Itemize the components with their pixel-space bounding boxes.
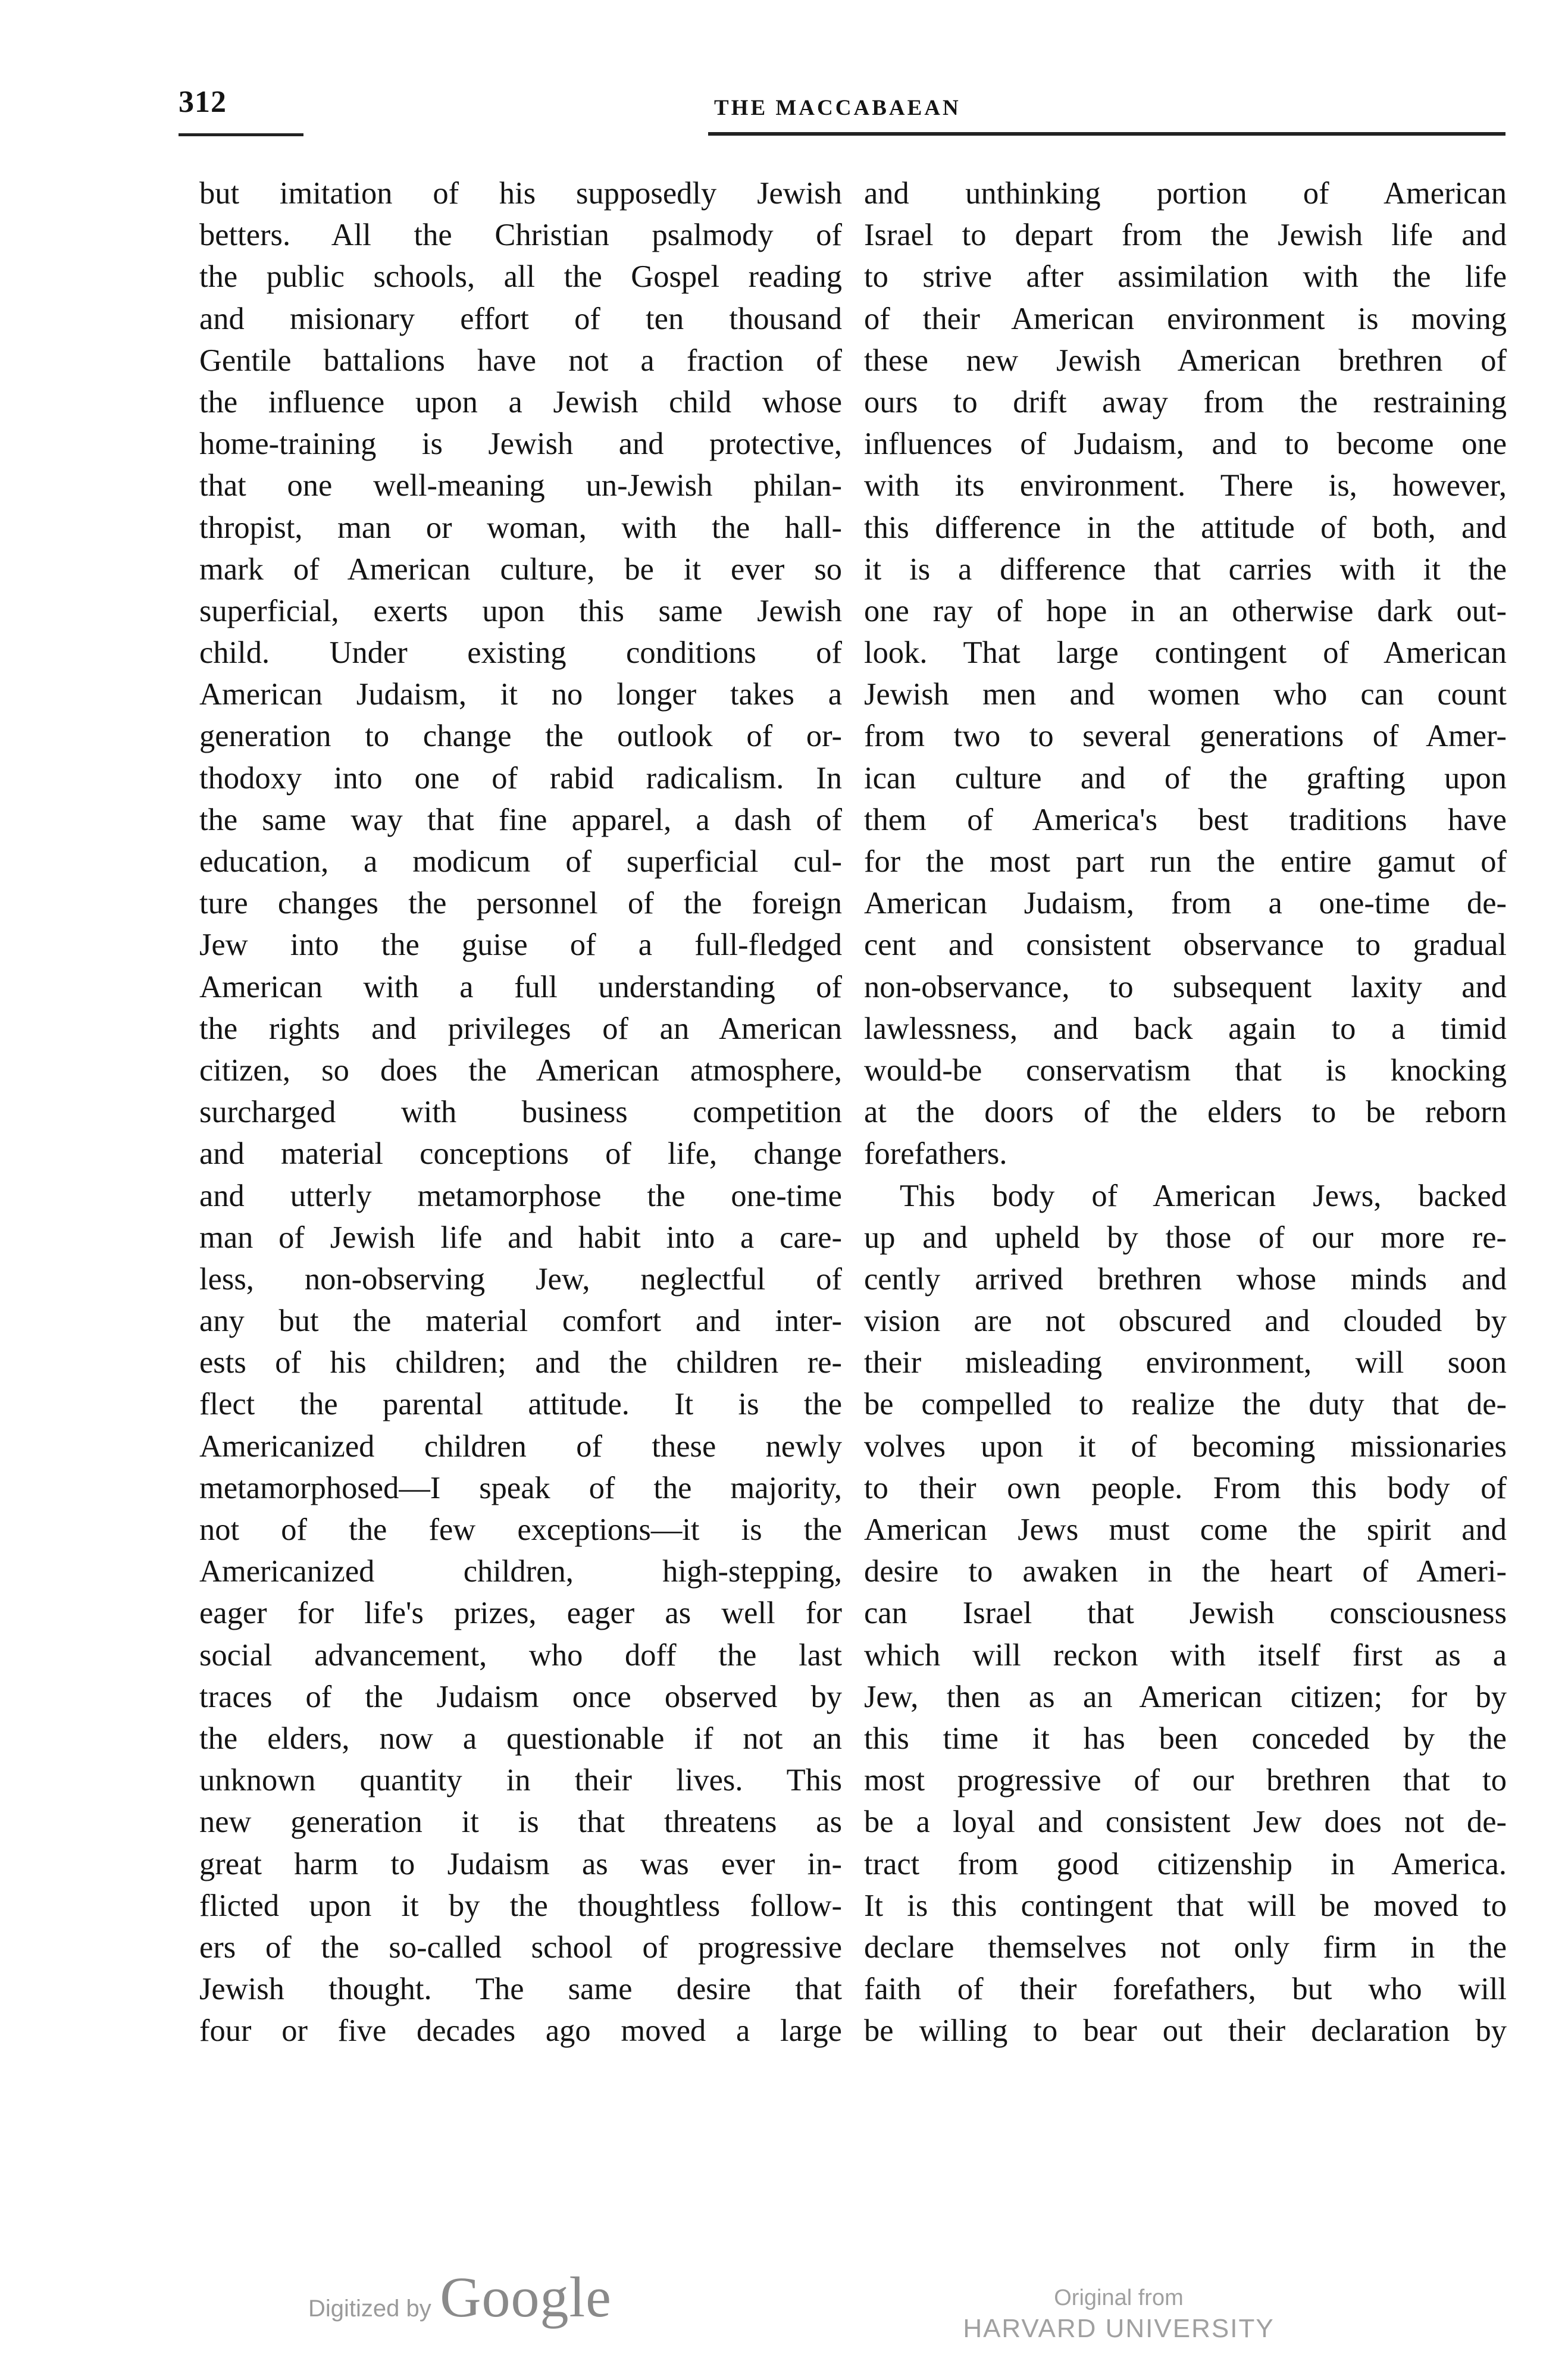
text-line: ture changes the personnel of the foreign [199, 886, 842, 921]
text-line: Israel to depart from the Jewish life and [864, 218, 1507, 253]
text-line: American Judaism, it no longer takes a [199, 677, 842, 712]
text-line: faith of their forefathers, but who will [864, 1972, 1507, 2007]
text-line: education, a modicum of superficial cul- [199, 844, 842, 879]
text-line: volves upon it of becoming missionaries [864, 1429, 1507, 1464]
text-line: be a loyal and consistent Jew does not de- [864, 1805, 1507, 1840]
text-line: most progressive of our brethren that to [864, 1763, 1507, 1798]
original-source-watermark [952, 2284, 1285, 2345]
text-line: desire to awaken in the heart of Ameri- [864, 1554, 1507, 1589]
text-line: at the doors of the elders to be reborn [864, 1095, 1507, 1130]
text-line: these new Jewish American brethren of [864, 343, 1507, 378]
text-line: one ray of hope in an otherwise dark out- [864, 593, 1507, 628]
text-line: would-be conservatism that is knocking [864, 1053, 1507, 1088]
text-line: look. That large contingent of American [864, 635, 1507, 671]
text-line: Jew, then as an American citizen; for by [864, 1679, 1507, 1714]
text-line: from two to several generations of Amer- [864, 719, 1507, 754]
text-line: cent and consistent observance to gradual [864, 928, 1507, 963]
text-line: ican culture and of the grafting upon [864, 760, 1507, 796]
text-line: This body of American Jews, backed [900, 1178, 1507, 1213]
text-line: declare themselves not only firm in the [864, 1930, 1507, 1965]
text-line: Gentile battalions have not a fraction of [199, 343, 842, 378]
text-line: citizen, so does the American atmosphere, [199, 1053, 842, 1088]
text-line: the public schools, all the Gospel reading [199, 259, 842, 295]
text-line: cently arrived brethren whose minds and [864, 1261, 1507, 1297]
digitized-label: Digitized by [308, 2296, 431, 2322]
text-line: and utterly metamorphose the one-time [199, 1178, 842, 1213]
text-line: to strive after assimilation with the life [864, 259, 1507, 295]
text-line: social advancement, who doff the last [199, 1637, 842, 1673]
text-line: metamorphosed—I speak of the majority, [199, 1470, 842, 1505]
text-line: Americanized children, high-stepping, [199, 1554, 842, 1589]
text-line: their misleading environment, will soon [864, 1345, 1507, 1380]
text-line: thodoxy into one of rabid radicalism. In [199, 760, 842, 796]
text-line: forefathers. [864, 1136, 1007, 1172]
text-line: Jewish men and women who can count [864, 677, 1507, 712]
text-line: not of the few exceptions—it is the [199, 1512, 842, 1547]
google-logo: Google [440, 2265, 612, 2329]
text-line: this time it has been conceded by the [864, 1721, 1507, 1756]
text-line: man of Jewish life and habit into a care- [199, 1220, 842, 1255]
text-line: and misionary effort of ten thousand [199, 301, 842, 336]
text-line: flect the parental attitude. It is the [199, 1387, 842, 1422]
text-line: them of America's best traditions have [864, 802, 1507, 837]
text-line: this difference in the attitude of both, and [864, 510, 1507, 545]
source-library-label: HARVARD UNIVERSITY [963, 2314, 1275, 2343]
text-line: flicted upon it by the thoughtless follow- [199, 1888, 842, 1923]
text-line: less, non-observing Jew, neglectful of [199, 1261, 842, 1297]
text-line: for the most part run the entire gamut of [864, 844, 1507, 879]
text-line: betters. All the Christian psalmody of [199, 218, 842, 253]
text-line: vision are not obscured and clouded by [864, 1304, 1507, 1339]
text-line: can Israel that Jewish consciousness [864, 1596, 1507, 1631]
text-line: Jewish thought. The same desire that [199, 1972, 842, 2007]
text-line: the elders, now a questionable if not an [199, 1721, 842, 1756]
text-line: non-observance, to subsequent laxity and [864, 969, 1507, 1004]
header-rule [708, 132, 1505, 136]
text-line: American Judaism, from a one-time de- [864, 886, 1507, 921]
digitized-by-watermark [308, 2264, 612, 2330]
text-line: ours to drift away from the restraining [864, 384, 1507, 419]
text-line: generation to change the outlook of or- [199, 719, 842, 754]
text-line: any but the material comfort and inter- [199, 1304, 842, 1339]
text-line: be compelled to realize the duty that de- [864, 1387, 1507, 1422]
text-line: surcharged with business competition [199, 1095, 842, 1130]
text-line: the same way that fine apparel, a dash of [199, 802, 842, 837]
text-line: It is this contingent that will be moved to [864, 1888, 1507, 1923]
text-line: that one well-meaning un-Jewish philan- [199, 468, 842, 503]
text-line: traces of the Judaism once observed by [199, 1679, 842, 1714]
right-column [864, 173, 1507, 2052]
page-number: 312 [179, 85, 227, 119]
text-line: up and upheld by those of our more re- [864, 1220, 1507, 1255]
text-line: home-training is Jewish and protective, [199, 427, 842, 462]
left-column [199, 173, 842, 2052]
text-line: four or five decades ago moved a large [199, 2013, 842, 2049]
text-line: American with a full understanding of [199, 969, 842, 1004]
running-title: THE MACCABAEAN [714, 96, 961, 120]
text-line: but imitation of his supposedly Jewish [199, 176, 842, 211]
text-line: thropist, man or woman, with the hall- [199, 510, 842, 545]
text-line: of their American environment is moving [864, 301, 1507, 336]
text-line: and material conceptions of life, change [199, 1136, 842, 1172]
text-line: eager for life's prizes, eager as well for [199, 1596, 842, 1631]
text-line: the influence upon a Jewish child whose [199, 384, 842, 419]
text-line: to their own people. From this body of [864, 1470, 1507, 1505]
text-line: which will reckon with itself first as a [864, 1637, 1507, 1673]
text-line: lawlessness, and back again to a timid [864, 1011, 1507, 1046]
text-line: and unthinking portion of American [864, 176, 1507, 211]
text-line: superficial, exerts upon this same Jewish [199, 593, 842, 628]
text-line: Americanized children of these newly [199, 1429, 842, 1464]
text-line: be willing to bear out their declaration by [864, 2013, 1507, 2049]
text-line: mark of American culture, be it ever so [199, 552, 842, 587]
text-line: ests of his children; and the children re- [199, 1345, 842, 1380]
text-line: influences of Judaism, and to become one [864, 427, 1507, 462]
header-rule-short [179, 133, 303, 136]
text-line: new generation it is that threatens as [199, 1805, 842, 1840]
text-line: American Jews must come the spirit and [864, 1512, 1507, 1547]
text-line: it is a difference that carries with it the [864, 552, 1507, 587]
text-line: ers of the so-called school of progressive [199, 1930, 842, 1965]
text-line: Jew into the guise of a full-fledged [199, 928, 842, 963]
text-line: tract from good citizenship in America. [864, 1846, 1507, 1881]
original-from-label: Original from [1054, 2285, 1184, 2310]
text-line: the rights and privileges of an American [199, 1011, 842, 1046]
text-line: child. Under existing conditions of [199, 635, 842, 671]
text-line: with its environment. There is, however, [864, 468, 1507, 503]
text-line: great harm to Judaism as was ever in- [199, 1846, 842, 1881]
text-line: unknown quantity in their lives. This [199, 1763, 842, 1798]
